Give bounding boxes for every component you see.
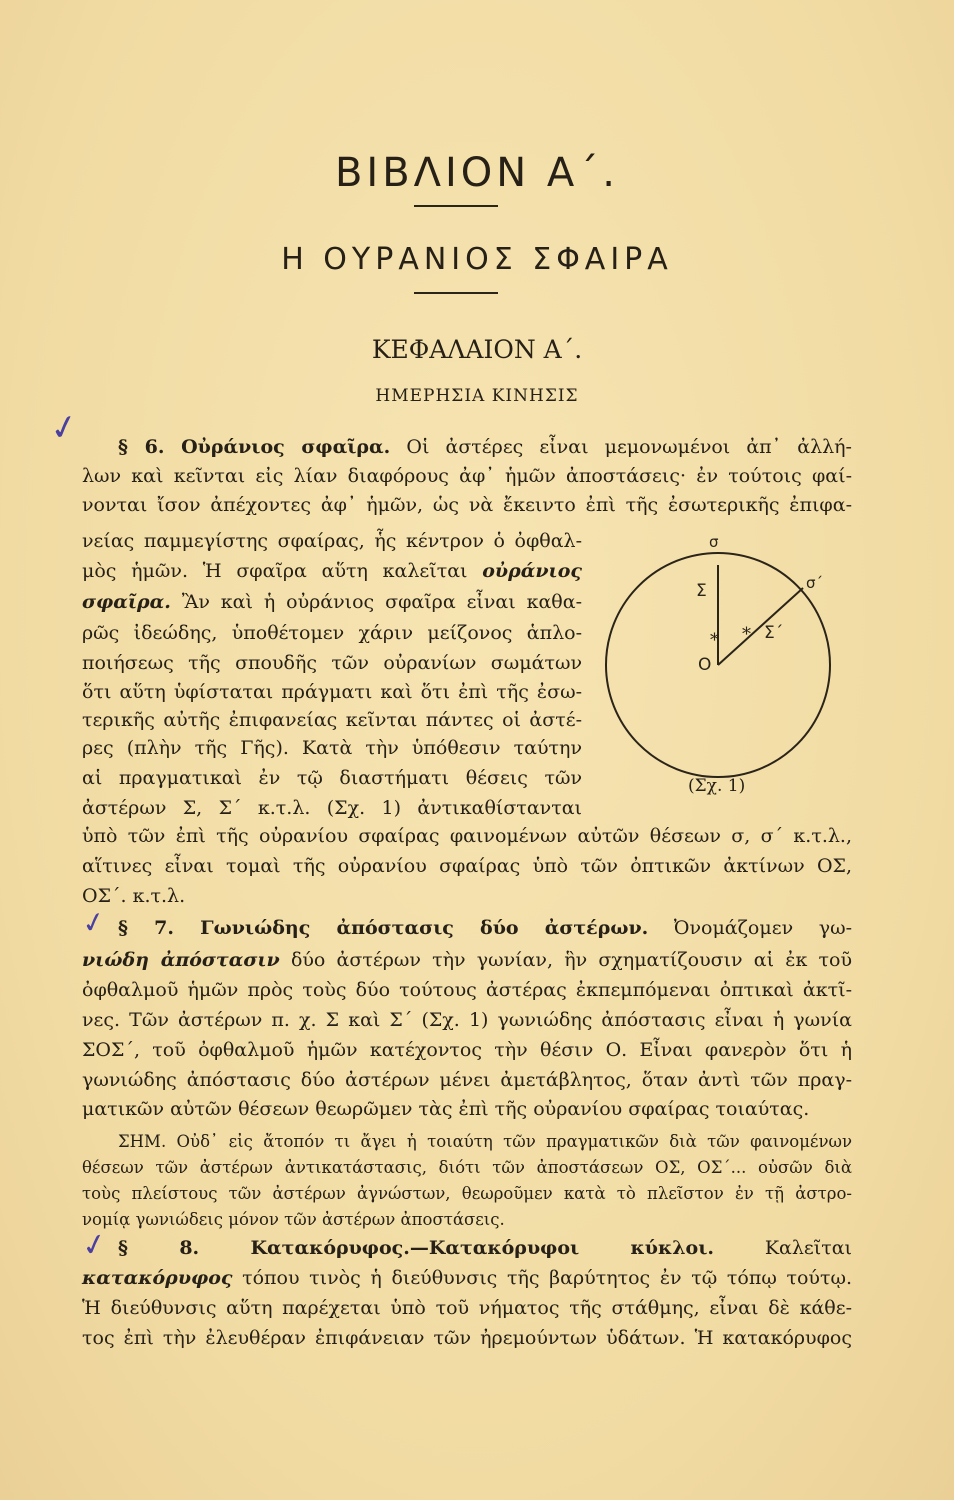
celestial-sphere-figure: [600, 530, 840, 790]
section-6-first-line: § 6. Οὐράνιος σφαῖρα. Οἱ ἀστέρες εἶναι μεμονωμένοι ἀπ᾿ ἀλλή-: [118, 436, 852, 458]
text-line: λων καὶ κεῖνται εἰς λίαν διαφόρους ἀφ᾿ ἡμῶν ἀποστάσεις· ἐν τούτοις φαί-: [82, 465, 852, 487]
text-line: ἀστέρων Σ, Σ΄ κ.τ.λ. (Σχ. 1) ἀντικαθίστανται: [82, 797, 582, 819]
note-line: τοὺς πλείστους τῶν ἀστέρων ἀγνώστων, θεωροῦμεν κατὰ τὸ πλεῖστον ἐν τῇ ἀστρο-: [82, 1184, 852, 1203]
text-line: ποιήσεως τῆς σπουδῆς τῶν οὐρανίων σωμάτων: [82, 652, 582, 674]
term-ouranios: οὐράνιος: [482, 560, 582, 582]
text-line: ΣΟΣ΄, τοῦ ὀφθαλμοῦ ἡμῶν κατέχοντος τὴν θέσιν Ο. Εἶναι φανερὸν ὅτι ἡ: [82, 1039, 852, 1061]
note-line: νομίᾳ γωνιώδεις μόνον τῶν ἀστέρων ἀποστάσεις.: [82, 1210, 505, 1229]
ray-OS-prime: [718, 588, 803, 665]
term-goniodi-apostasin: νιώδη ἀπόστασιν: [82, 949, 280, 971]
text-line: νες. Τῶν ἀστέρων π. χ. Σ καὶ Σ΄ (Σχ. 1) γωνιώδης ἀπόστασις εἶναι ἡ γωνία: [82, 1009, 852, 1031]
label-S-prime: Σ΄: [764, 623, 784, 643]
label-sigma: σ: [709, 533, 719, 551]
figure-caption: (Σχ. 1): [688, 776, 746, 796]
margin-check-mark: ✓: [78, 903, 109, 942]
star-S-prime-mark: *: [742, 624, 751, 645]
chapter-title: ΚΕΦΑΛΑΙΟΝ Α΄.: [371, 335, 583, 364]
section-6-heading: § 6. Οὐράνιος σφαῖρα.: [118, 436, 391, 458]
part-rule: [414, 292, 498, 294]
text-line: τερικῆς αὐτῆς ἐπιφανείας κεῖνται πάντες οἱ ἀστέ-: [82, 709, 582, 731]
text-line: Ἡ διεύθυνσις αὕτη παρέχεται ὑπὸ τοῦ νήματος τῆς στάθμης, εἶναι δὲ κάθε-: [82, 1297, 852, 1319]
subchapter-title: ΗΜΕΡΗΣΙΑ ΚΙΝΗΣΙΣ: [375, 386, 579, 406]
part-title: Η ΟΥΡΑΝΙΟΣ ΣΦΑΙΡΑ: [281, 242, 673, 277]
section-8-first-line: § 8. Κατακόρυφος.—Κατακόρυφοι κύκλοι. Καλεῖται: [118, 1237, 852, 1259]
text-line: αἱ πραγματικαὶ ἐν τῷ διαστήματι θέσεις τῶν: [82, 767, 582, 789]
book-title: ΒΙΒΛΙΟΝ Α΄.: [334, 150, 620, 196]
text-line: ὑπὸ τῶν ἐπὶ τῆς οὐρανίου σφαίρας φαινομένων αὐτῶν θέσεων σ, σ΄ κ.τ.λ.,: [82, 825, 852, 847]
note-line: ΣΗΜ. Οὐδ᾿ εἰς ἄτοπόν τι ἄγει ἡ τοιαύτη τῶν πραγματικῶν διὰ τῶν φαινομένων: [118, 1132, 852, 1151]
text-line: νονται ἴσον ἀπέχοντες ἀφ᾿ ἡμῶν, ὡς νὰ ἔκειντο ἐπὶ τῆς ἐσωτερικῆς ἐπιφα-: [82, 494, 852, 516]
text-line: αἵτινες εἶναι τομαὶ τῆς οὐρανίου σφαίρας ὑπὸ τῶν ὀπτικῶν ἀκτίνων ΟΣ,: [82, 855, 852, 877]
section-7-heading: § 7. Γωνιώδης ἀπόστασις δύο ἀστέρων.: [118, 917, 649, 939]
label-sigma-prime: σ΄: [806, 574, 824, 592]
title-rule: [414, 205, 498, 207]
text-line: σφαῖρα. Ἂν καὶ ἡ οὐράνιος σφαῖρα εἶναι καθα-: [82, 591, 582, 613]
margin-check-mark: ✓: [78, 1225, 111, 1266]
text-line: κατακόρυφος τόπου τινὸς ἡ διεύθυνσις τῆς βαρύτητος ἐν τῷ τόπῳ τούτῳ.: [82, 1267, 852, 1289]
text-line: μὸς ἡμῶν. Ἡ σφαῖρα αὕτη καλεῖται οὐράνιος: [82, 560, 582, 582]
term-katakoryfos: κατακόρυφος: [82, 1267, 233, 1289]
text-line: ματικῶν αὐτῶν θέσεων θεωρῶμεν τὰς ἐπὶ τῆς οὐρανίου σφαίρας τοιαύτας.: [82, 1098, 810, 1120]
text-line: ὀφθαλμοῦ ἡμῶν πρὸς τοὺς δύο τούτους ἀστέρας ἐκπεμπόμεναι ὀπτικαὶ ἀκτῖ-: [82, 979, 852, 1001]
note-line: θέσεων τῶν ἀστέρων ἀντικατάστασις, διότι τῶν ἀποστάσεων ΟΣ, ΟΣ΄... οὐσῶν διὰ: [82, 1158, 852, 1177]
section-7-first-line: § 7. Γωνιώδης ἀπόστασις δύο ἀστέρων. Ὀνομάζομεν γω-: [118, 917, 853, 939]
label-O: Ο: [698, 655, 712, 675]
text-line: τος ἐπὶ τὴν ἐλευθέραν ἐπιφάνειαν τῶν ἠρεμούντων ὑδάτων. Ἡ κατακόρυφος: [82, 1327, 852, 1349]
text-line: νιώδη ἀπόστασιν δύο ἀστέρων τὴν γωνίαν, ἣν σχηματίζουσιν αἱ ἐκ τοῦ: [82, 949, 853, 971]
section-8-heading: § 8. Κατακόρυφος.—Κατακόρυφοι κύκλοι.: [118, 1237, 715, 1259]
term-sfaira: σφαῖρα.: [82, 591, 171, 613]
text-line: ΟΣ΄. κ.τ.λ.: [82, 885, 186, 907]
text-line: ρῶς ἰδεώδης, ὑποθέτομεν χάριν μείζονος ἁπλο-: [82, 622, 582, 644]
margin-check-mark: ✓: [46, 405, 83, 451]
text-line: νείας παμμεγίστης σφαίρας, ἧς κέντρον ὁ ὀφθαλ-: [82, 530, 582, 552]
text-line: ρες (πλὴν τῆς Γῆς). Κατὰ τὴν ὑπόθεσιν ταύτην: [82, 737, 582, 759]
star-S-mark: *: [710, 630, 719, 651]
label-S: Σ: [696, 581, 707, 601]
text-line: γωνιώδης ἀπόστασις δύο ἀστέρων μένει ἀμετάβλητος, ὅταν ἀντὶ τῶν πραγ-: [82, 1069, 852, 1091]
text-line: ὅτι αὕτη ὑφίσταται πράγματι καὶ ὅτι ἐπὶ τῆς ἐσω-: [82, 681, 582, 703]
